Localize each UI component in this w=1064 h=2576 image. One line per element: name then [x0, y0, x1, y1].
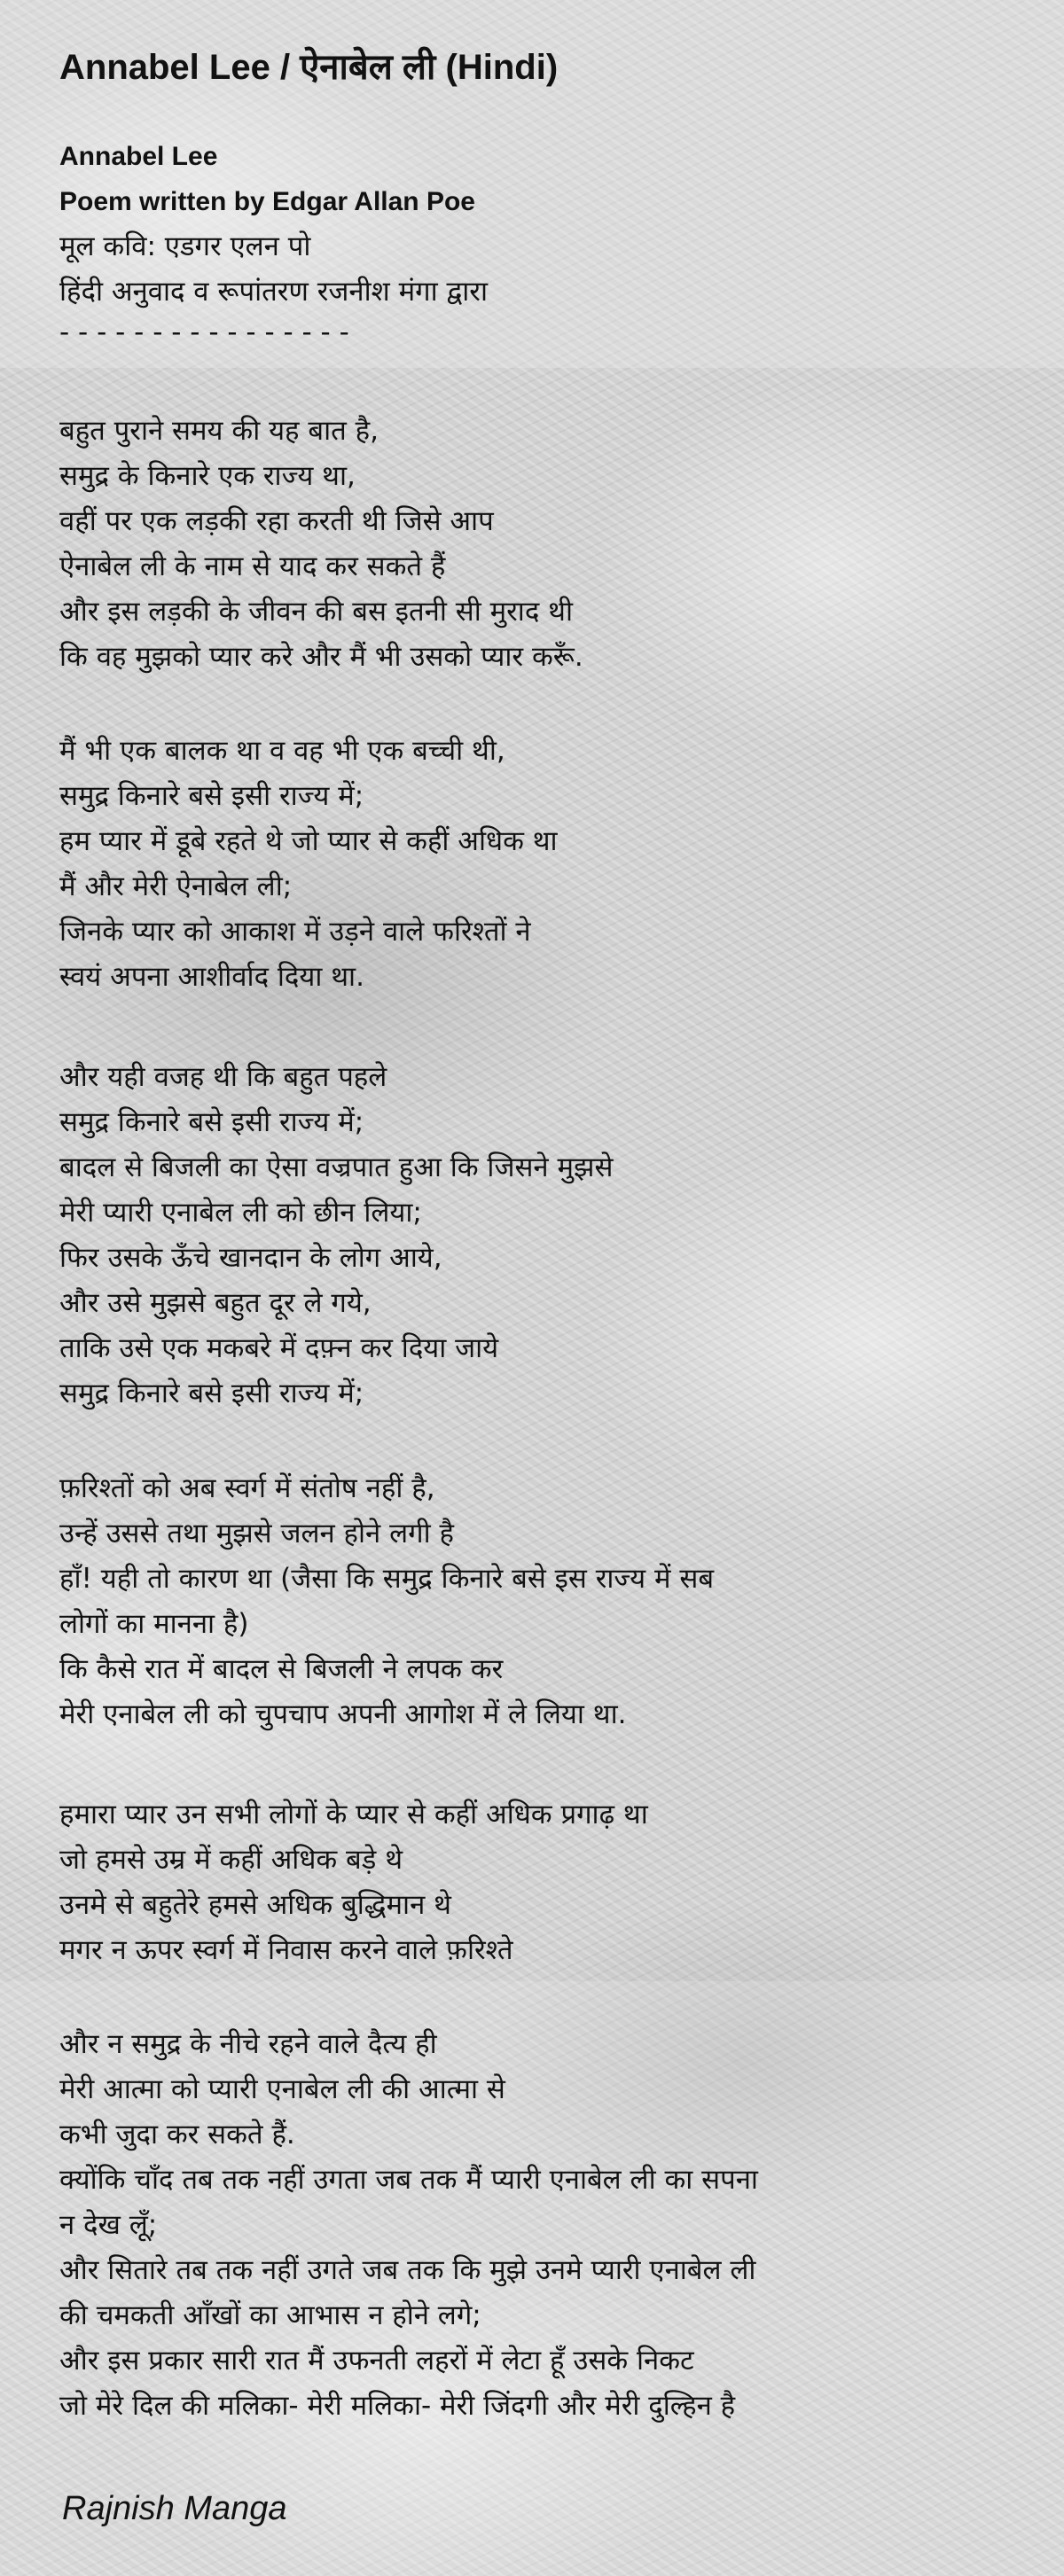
poem-line: जो हमसे उम्र में कहीं अधिक बड़े थे — [59, 1844, 403, 1876]
poem-line: मगर न ऊपर स्वर्ग में निवास करने वाले फ़रिश्ते — [59, 1934, 513, 1966]
poem-line: मेरी आत्मा को प्यारी एनाबेल ली की आत्मा से — [59, 2073, 505, 2105]
poem-line: समुद्र किनारे बसे इसी राज्य में; — [59, 1106, 364, 1138]
poem-line: न देख लूँ; — [59, 2209, 158, 2241]
poem-line: बादल से बिजली का ऐसा वज्रपात हुआ कि जिसने मुझसे — [59, 1151, 614, 1183]
header-line-original-poet: मूल कवि: एडगर एलन पो — [59, 230, 311, 262]
poem-line: ताकि उसे एक मकबरे में दफ़्न कर दिया जाये — [59, 1332, 499, 1364]
header-line-translator: हिंदी अनुवाद व रूपांतरण रजनीश मंगा द्वारा — [59, 276, 489, 308]
poem-line: की चमकती आँखों का आभास न होने लगे; — [59, 2299, 481, 2331]
header-separator: - - - - - - - - - - - - - - - - — [59, 316, 349, 348]
poem-line: क्योंकि चाँद तब तक नहीं उगता जब तक मैं प्यारी एनाबेल ली का सपना — [59, 2164, 758, 2196]
poem-line: और सितारे तब तक नहीं उगते जब तक कि मुझे उनमे प्यारी एनाबेल ली — [59, 2254, 756, 2286]
poem-line: हाँ! यही तो कारण था (जैसा कि समुद्र किनारे बसे इस राज्य में सब — [59, 1563, 715, 1595]
poem-line: उनमे से बहुतेरे हमसे अधिक बुद्धिमान थे — [59, 1889, 451, 1921]
poem-line: हमारा प्यार उन सभी लोगों के प्यार से कहीं अधिक प्रगाढ़ था — [59, 1799, 648, 1831]
poem-line: मैं और मेरी ऐनाबेल ली; — [59, 870, 293, 902]
poem-line: समुद्र किनारे बसे इसी राज्य में; — [59, 1378, 364, 1409]
poem-line: और इस प्रकार सारी रात मैं उफनती लहरों में लेटा हूँ उसके निकट — [59, 2345, 694, 2377]
page-title: Annabel Lee / ऐनाबेल ली (Hindi) — [59, 48, 559, 87]
poem-line: कि कैसे रात में बादल से बिजली ने लपक कर — [59, 1653, 504, 1685]
poem-line: मैं भी एक बालक था व वह भी एक बच्ची थी, — [59, 735, 505, 767]
poem-line: समुद्र के किनारे एक राज्य था, — [59, 460, 356, 492]
stanza-2 — [59, 729, 1017, 1000]
stanza-6 — [59, 2022, 1017, 2429]
poem-line: हम प्यार में डूबे रहते थे जो प्यार से कहीं अधिक था — [59, 825, 558, 857]
author-signature: Rajnish Manga — [62, 2490, 287, 2527]
poem-line: फ़रिश्तों को अब स्वर्ग में संतोष नहीं है, — [59, 1472, 435, 1504]
poem-line: मेरी प्यारी एनाबेल ली को छीन लिया; — [59, 1197, 422, 1229]
poem-line: बहुत पुराने समय की यह बात है, — [59, 415, 379, 447]
poem-header — [59, 134, 1017, 350]
poem-line: जिनके प्यार को आकाश में उड़ने वाले फरिश्तों ने — [59, 916, 531, 948]
header-line-byline: Poem written by Edgar Allan Poe — [59, 187, 475, 216]
stanza-3 — [59, 1055, 1017, 1417]
poem-line: और न समुद्र के नीचे रहने वाले दैत्य ही — [59, 2028, 437, 2060]
poem-line: समुद्र किनारे बसे इसी राज्य में; — [59, 780, 364, 812]
stanza-5 — [59, 1792, 1017, 1973]
poem-line: और उसे मुझसे बहुत दूर ले गये, — [59, 1287, 372, 1319]
poem-line: कि वह मुझको प्यार करे और मैं भी उसको प्यार करूँ. — [59, 641, 583, 673]
poem-line: स्वयं अपना आशीर्वाद दिया था. — [59, 961, 364, 993]
header-line-english-title: Annabel Lee — [59, 142, 218, 171]
poem-line: उन्हें उससे तथा मुझसे जलन होने लगी है — [59, 1518, 454, 1550]
poem-line: फिर उसके ऊँचे खानदान के लोग आये, — [59, 1242, 442, 1274]
poem-line: लोगों का मानना है) — [59, 1608, 249, 1640]
poem-line: वहीं पर एक लड़की रहा करती थी जिसे आप — [59, 505, 494, 537]
stanza-1 — [59, 409, 1017, 680]
poem-line: और यही वजह थी कि बहुत पहले — [59, 1061, 387, 1093]
poem-line: ऐनाबेल ली के नाम से याद कर सकते हैं — [59, 550, 446, 582]
stanza-4 — [59, 1466, 1017, 1737]
poem-line: मेरी एनाबेल ली को चुपचाप अपनी आगोश में ले लिया था. — [59, 1698, 627, 1730]
poem-line: जो मेरे दिल की मलिका- मेरी मलिका- मेरी जिंदगी और मेरी दुल्हिन है — [59, 2390, 736, 2422]
poem-line: कभी जुदा कर सकते हैं. — [59, 2119, 295, 2151]
poem-line: और इस लड़की के जीवन की बस इतनी सी मुराद थी — [59, 596, 573, 628]
